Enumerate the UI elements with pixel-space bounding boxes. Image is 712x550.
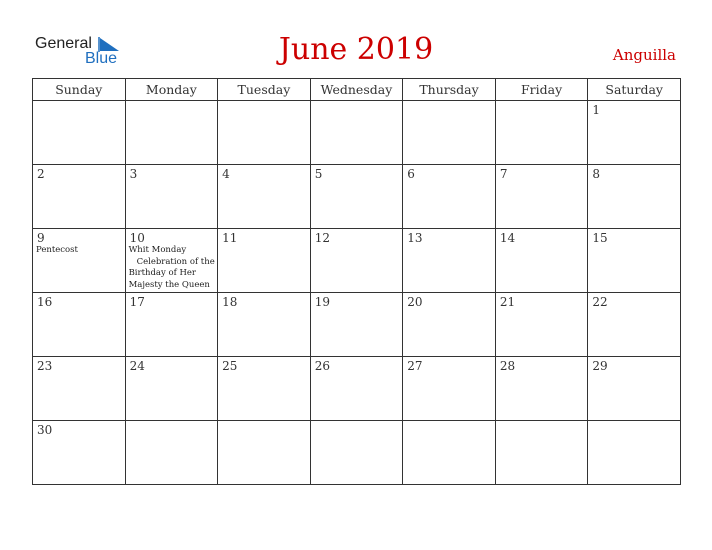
weekday-header: Sunday xyxy=(33,79,126,101)
week-row xyxy=(33,357,681,421)
day-cell xyxy=(125,357,218,421)
page-title: June 2019 xyxy=(278,32,434,67)
weekday-header: Wednesday xyxy=(310,79,403,101)
day-number: 25 xyxy=(222,359,238,373)
day-cell xyxy=(310,357,403,421)
day-number: 20 xyxy=(407,295,423,309)
day-cell xyxy=(495,101,588,165)
day-cell xyxy=(495,421,588,485)
day-number: 11 xyxy=(222,231,238,245)
logo-text-blue: Blue xyxy=(85,50,118,67)
day-number: 26 xyxy=(314,359,330,373)
day-number: 2 xyxy=(37,167,45,181)
day-cell xyxy=(218,229,311,293)
day-cell xyxy=(125,421,218,485)
day-number xyxy=(403,421,495,423)
day-number: 19 xyxy=(314,295,330,309)
day-number: 22 xyxy=(592,295,608,309)
day-cell xyxy=(403,165,496,229)
day-number: 3 xyxy=(129,167,138,181)
day-cell xyxy=(218,421,311,485)
day-number: 29 xyxy=(592,359,608,373)
day-cell xyxy=(125,165,218,229)
day-number: 21 xyxy=(499,295,516,309)
day-number: 24 xyxy=(129,359,145,373)
weekday-header: Tuesday xyxy=(218,79,311,101)
day-number: 5 xyxy=(314,167,323,181)
day-number xyxy=(403,101,495,103)
day-number: 28 xyxy=(499,359,516,373)
day-cell xyxy=(495,293,588,357)
day-number: 7 xyxy=(499,167,508,181)
day-cell xyxy=(588,421,681,485)
day-number: 15 xyxy=(592,231,608,245)
day-cell xyxy=(588,101,681,165)
day-cell xyxy=(310,165,403,229)
day-cell xyxy=(495,165,588,229)
day-number: 12 xyxy=(314,231,330,245)
day-cell xyxy=(33,229,126,293)
holiday-label-queens-birthday: Birthday of Her xyxy=(128,268,196,278)
day-number xyxy=(588,421,680,423)
weekday-header: Saturday xyxy=(588,79,681,101)
day-cell xyxy=(218,357,311,421)
day-number: 4 xyxy=(222,167,230,181)
week-row xyxy=(33,229,681,293)
week-row xyxy=(33,421,681,485)
day-cell xyxy=(310,101,403,165)
day-cell xyxy=(310,229,403,293)
day-cell xyxy=(588,165,681,229)
day-number: 13 xyxy=(407,231,423,245)
day-number xyxy=(33,101,125,103)
day-cell xyxy=(403,421,496,485)
holiday-label-queens-birthday: Celebration of the xyxy=(136,256,215,267)
day-cell xyxy=(403,229,496,293)
day-cell xyxy=(495,357,588,421)
week-row xyxy=(33,165,681,229)
day-number: 10 xyxy=(129,231,145,245)
day-number: 9 xyxy=(37,231,45,245)
day-cell xyxy=(218,101,311,165)
day-number xyxy=(126,101,218,103)
day-number xyxy=(126,421,218,423)
day-cell xyxy=(310,421,403,485)
day-cell xyxy=(310,293,403,357)
day-number: 23 xyxy=(37,359,53,373)
week-row xyxy=(33,101,681,165)
holiday-label-pentecost: Pentecost xyxy=(36,245,78,255)
day-number: 6 xyxy=(407,167,415,181)
day-cell xyxy=(403,357,496,421)
day-number xyxy=(496,101,588,103)
day-number xyxy=(496,421,588,423)
day-number: 1 xyxy=(592,103,601,117)
day-cell xyxy=(33,165,126,229)
day-cell xyxy=(33,293,126,357)
day-cell xyxy=(125,229,218,293)
country-label: Anguilla xyxy=(612,46,676,64)
weekday-header: Thursday xyxy=(403,79,496,101)
day-number: 27 xyxy=(407,359,423,373)
day-number: 17 xyxy=(129,295,145,309)
day-number xyxy=(311,101,403,103)
calendar-grid xyxy=(32,78,681,485)
day-cell xyxy=(125,293,218,357)
day-cell xyxy=(33,357,126,421)
day-number: 8 xyxy=(592,167,601,181)
holiday-label-queens-birthday: Majesty the Queen xyxy=(128,279,210,290)
day-number: 30 xyxy=(37,423,53,437)
day-cell xyxy=(403,293,496,357)
day-cell xyxy=(218,293,311,357)
day-number xyxy=(218,421,310,423)
holiday-label-whit-monday: Whit Monday xyxy=(128,245,187,255)
day-number: 16 xyxy=(37,295,53,309)
day-cell xyxy=(218,165,311,229)
day-cell xyxy=(495,229,588,293)
week-row xyxy=(33,293,681,357)
day-cell xyxy=(588,229,681,293)
weekday-header-row xyxy=(33,79,681,101)
day-cell xyxy=(403,101,496,165)
day-cell xyxy=(125,101,218,165)
weekday-header: Monday xyxy=(125,79,218,101)
day-number xyxy=(218,101,310,103)
day-number: 18 xyxy=(222,295,238,309)
weekday-header: Friday xyxy=(495,79,588,101)
day-number: 14 xyxy=(499,231,516,245)
day-cell xyxy=(33,101,126,165)
day-cell xyxy=(588,293,681,357)
day-cell xyxy=(33,421,126,485)
day-cell xyxy=(588,357,681,421)
day-number xyxy=(311,421,403,423)
logo-text-general: General xyxy=(35,35,92,52)
